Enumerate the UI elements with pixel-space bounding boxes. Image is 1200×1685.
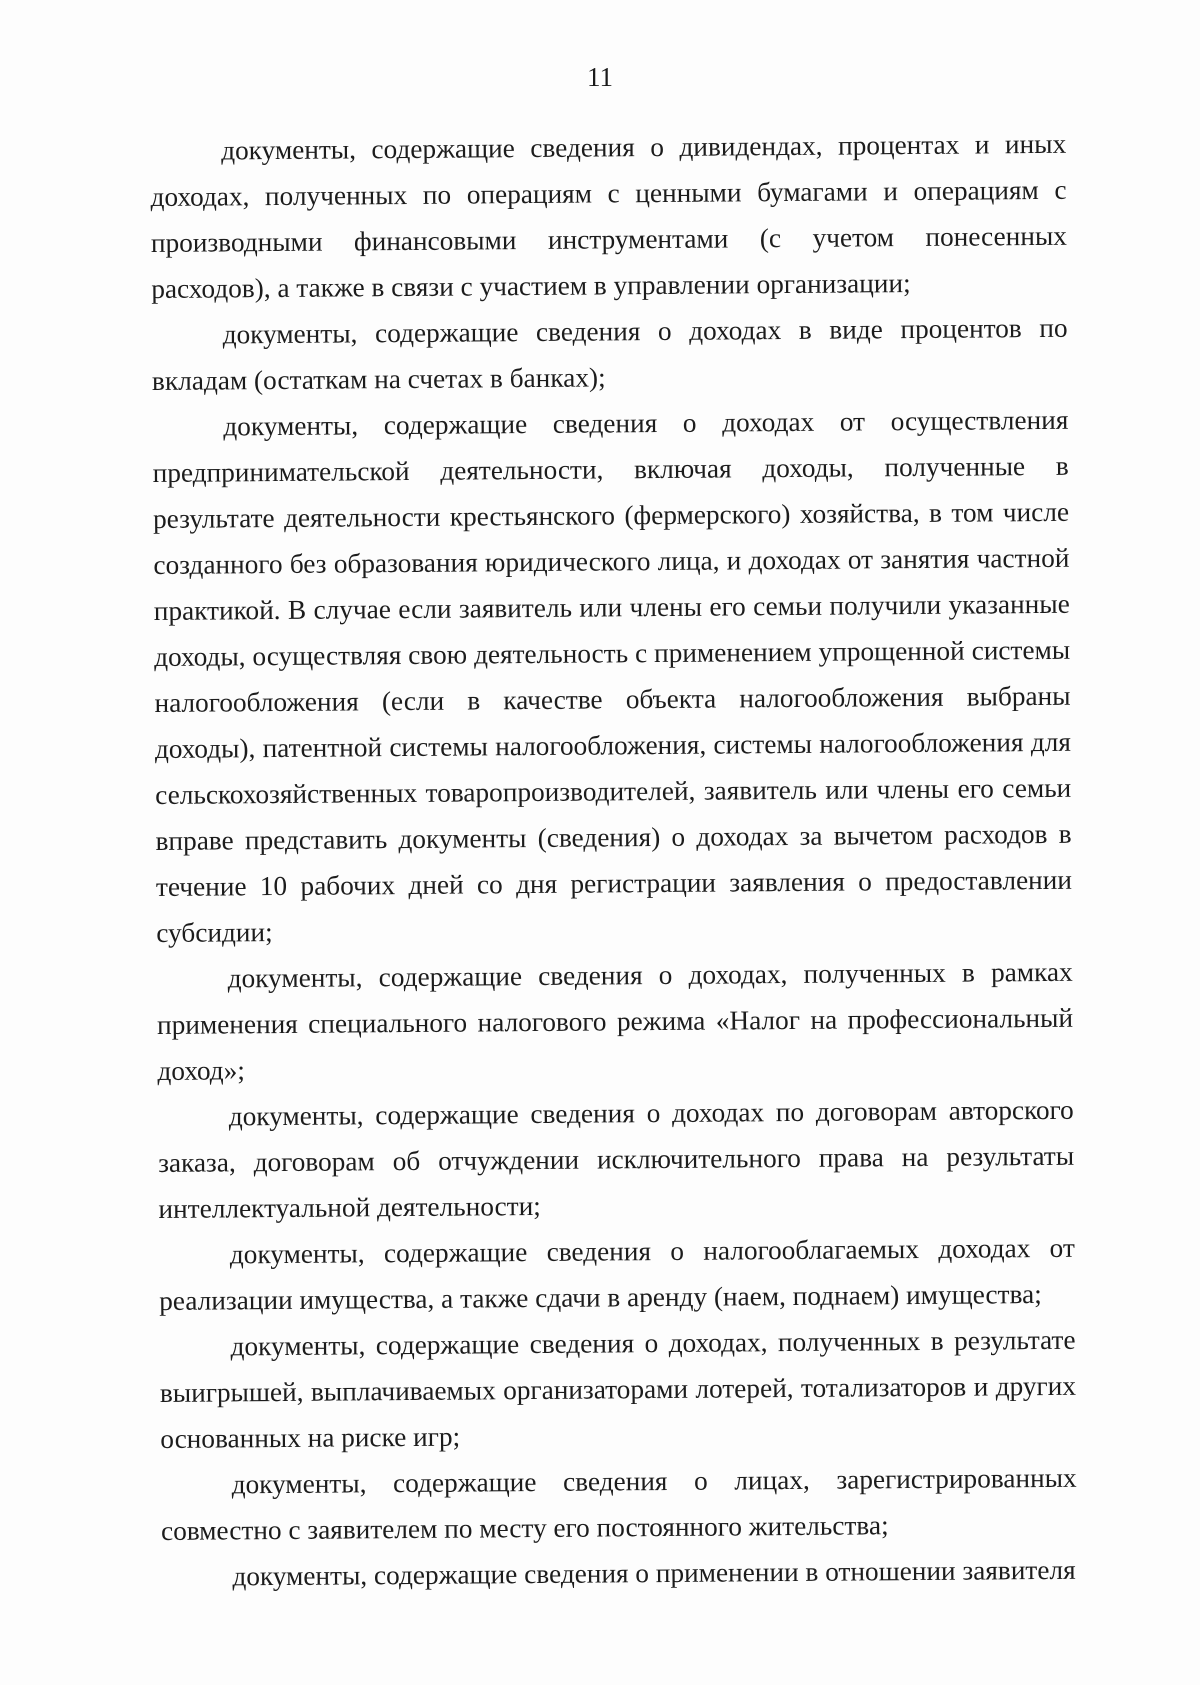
page-number: 11 xyxy=(587,62,613,92)
paragraph-author-contracts: документы, содержащие сведения о доходах по договорам авторского заказа, договорам об отчуждении исключительного права на результаты интеллектуальной деятельности; xyxy=(158,1094,1075,1224)
paragraph-lottery-winnings: документы, содержащие сведения о доходах, полученных в результате выигрышей, выплачиваемых организаторами лотерей, тотализаторов и других основанных на риске игр; xyxy=(159,1324,1077,1454)
paragraph-business-income: документы, содержащие сведения о доходах от осуществления предпринимательской деятельности, включая доходы, полученные в результате деятельности крестьянского (фермерского) хозяйства, в том числе созданного без образования юридического лица, и доходах от занятия частной практикой. В случае если заявитель или члены его семьи получили указанные доходы, осуществляя свою деятельность с применением упрощенной системы налогообложения (если в качестве объекта налогообложения выбраны доходы), патентной системы налогообложения, системы налогообложения для сельскохозяйственных товаропроизводителей, заявитель или члены его семьи вправе представить документы (сведения) о доходах за вычетом расходов в течение 10 рабочих дней со дня регистрации заявления о предоставлении субсидии; xyxy=(152,404,1073,948)
paragraph-dividends: документы, содержащие сведения о дивидендах, процентах и иных доходах, полученных по операциям с ценными бумагами и операциям с производными финансовыми инструментами (с учетом понесенных расходов), а также в связи с участием в управлении организации; xyxy=(150,128,1067,304)
paragraph-professional-income-tax: документы, содержащие сведения о доходах, полученных в рамках применения специального налогового режима «Налог на профессиональный доход»; xyxy=(156,956,1074,1086)
document-body xyxy=(150,121,1078,1600)
paragraph-deposit-interest: документы, содержащие сведения о доходах в виде процентов по вкладам (остаткам на счетах в банках); xyxy=(151,312,1068,396)
paragraph-registered-persons: документы, содержащие сведения о лицах, зарегистрированных совместно с заявителем по месту его постоянного жительства; xyxy=(160,1462,1077,1546)
paragraph-property-sale-rent: документы, содержащие сведения о налогооблагаемых доходах от реализации имущества, а также сдачи в аренду (наем, поднаем) имущества; xyxy=(159,1232,1075,1316)
paragraph-applicant-measures: документы, содержащие сведения о применении в отношении заявителя xyxy=(232,1554,1076,1592)
